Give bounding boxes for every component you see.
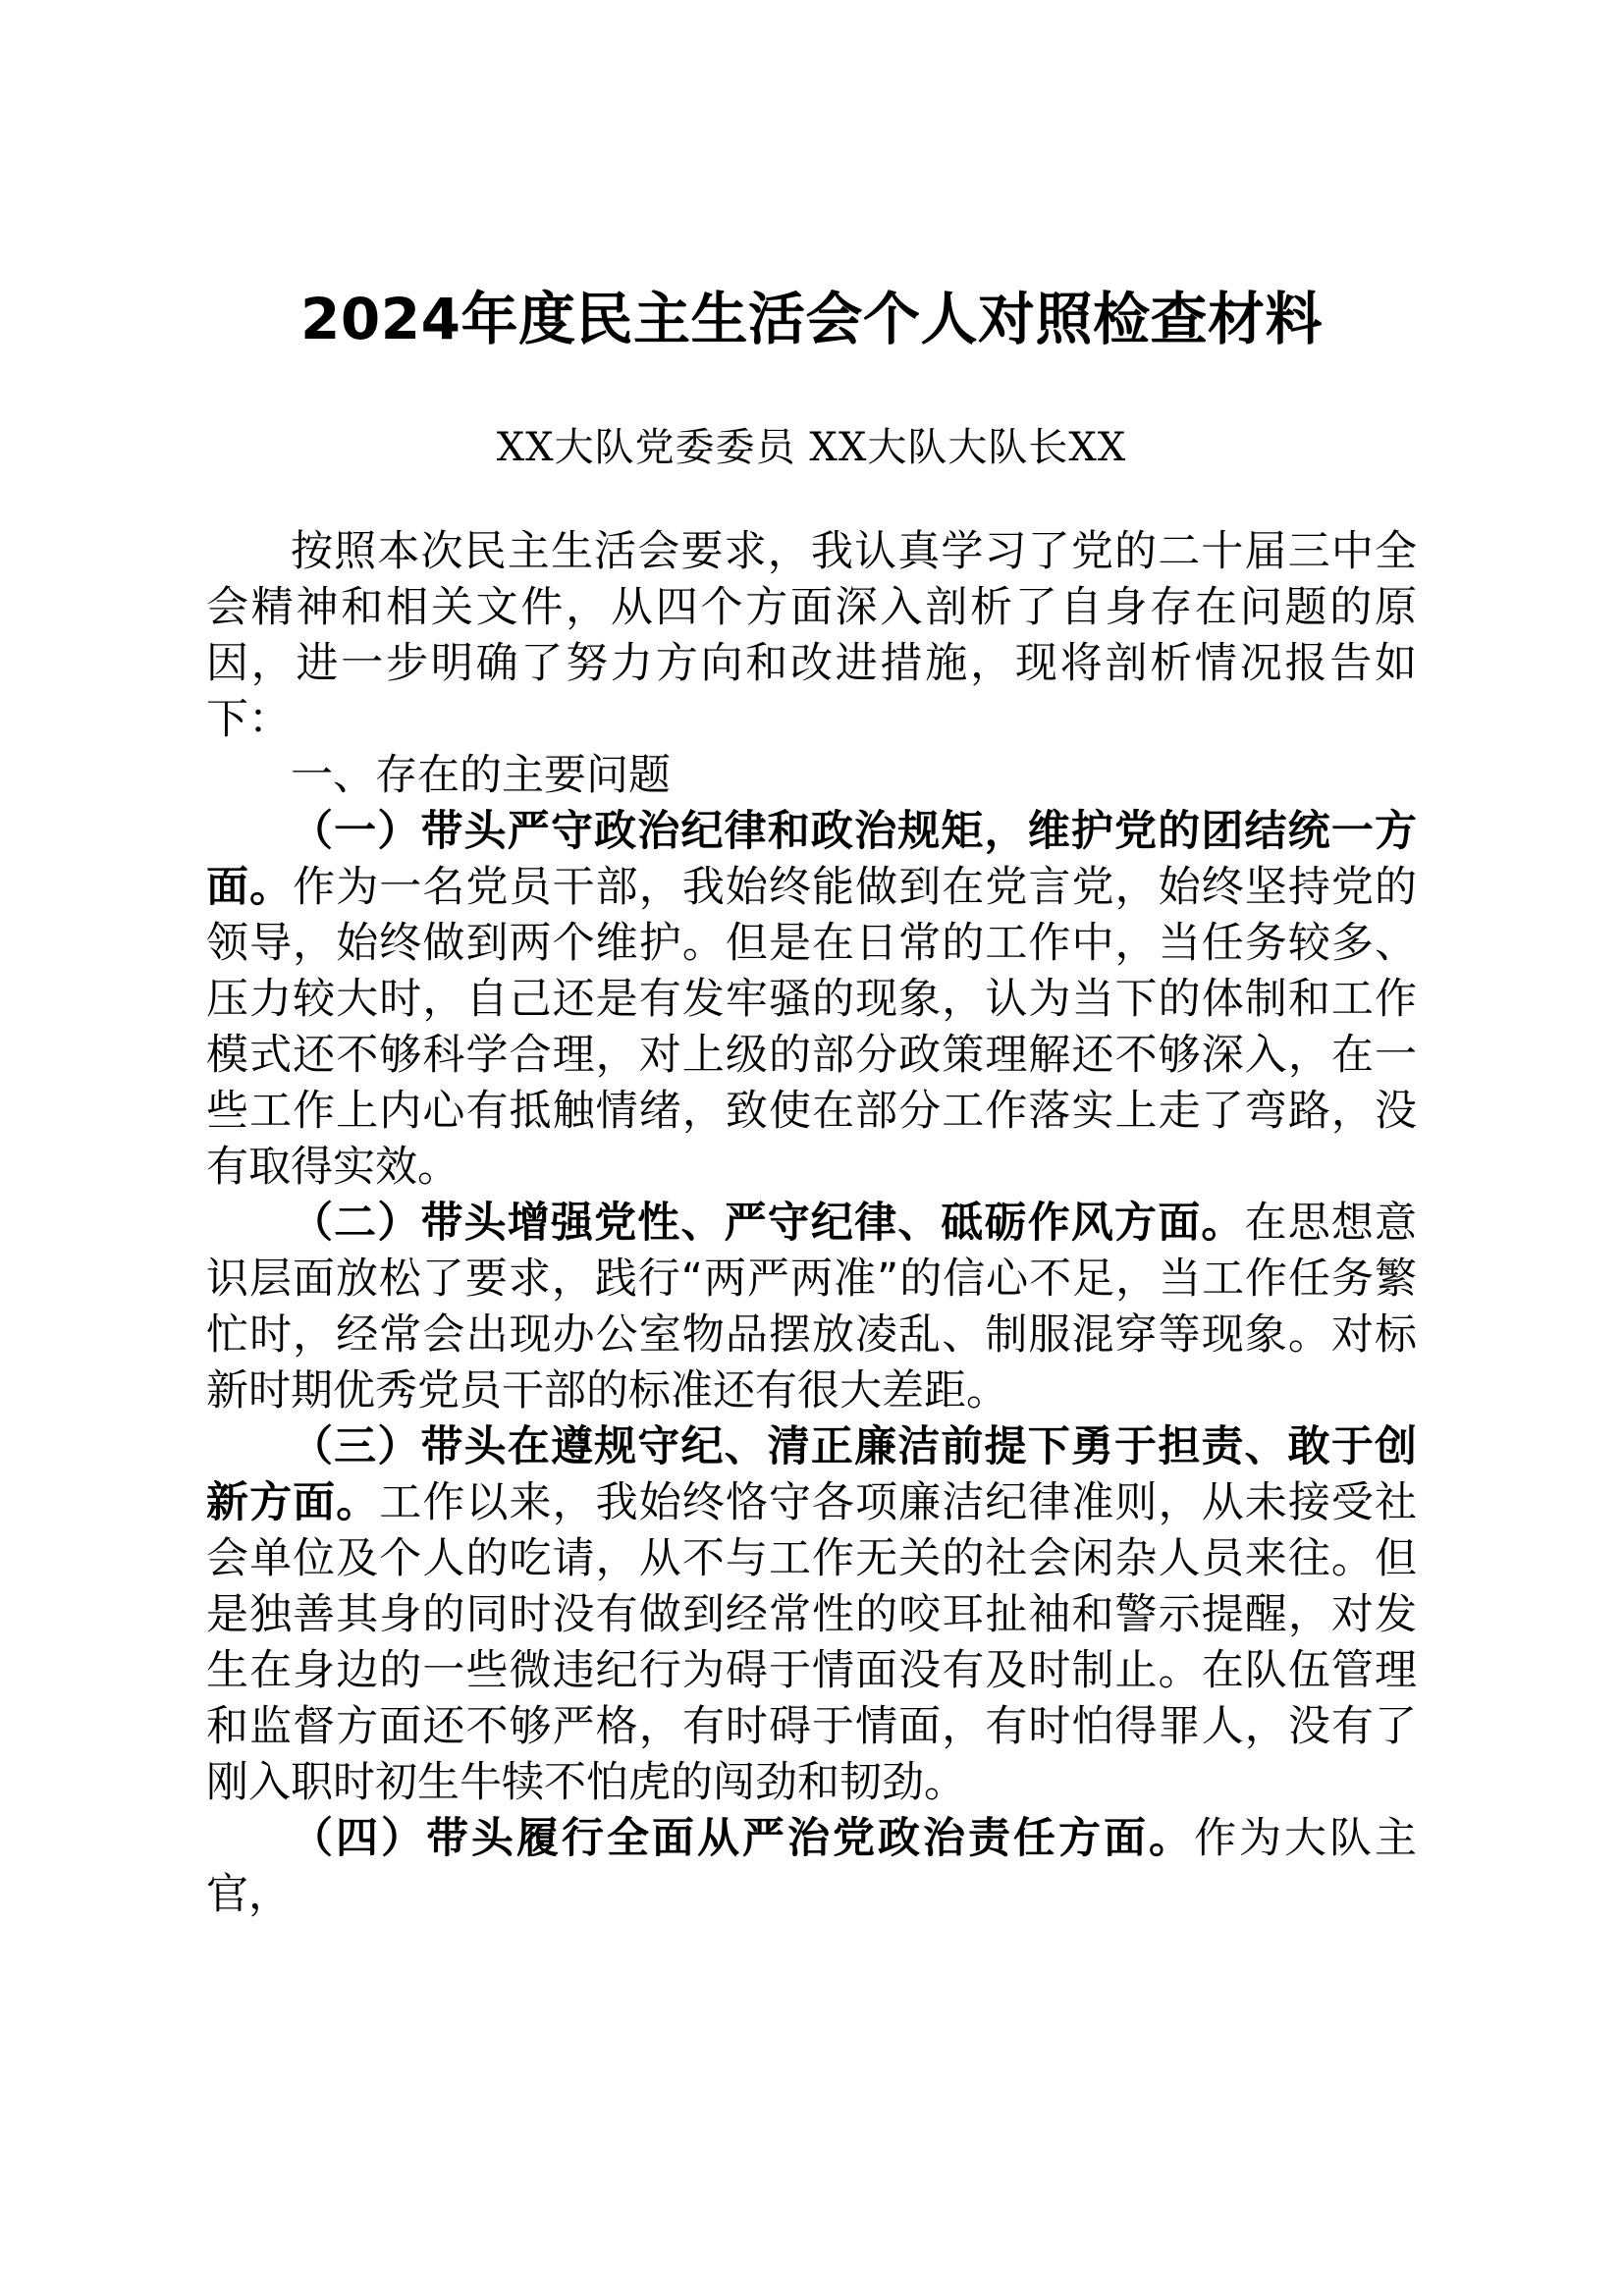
subsection-item-1 — [206, 804, 1417, 1196]
subsection-item-2-text: 在思想意识层面放松了要求，践行“两严两准”的信心不足，当工作任务繁忙时，经常会出现办公室物品摆放凌乱、制服混穿等现象。对标新时期优秀党员干部的标准还有很大差距。 — [206, 1199, 1418, 1415]
subsection-item-4-lead: （四）带头履行全面从严治党政治责任方面。 — [291, 1814, 1194, 1863]
section-heading-one — [206, 748, 1417, 804]
subsection-item-2-lead: （二）带头增强党性、严守纪律、砥砺作风方面。 — [291, 1199, 1245, 1248]
subsection-item-3-lead: （三）带头在遵规守纪、清正廉洁前提下勇于担责、敢于创新方面。 — [206, 1422, 1417, 1527]
subsection-item-4-text: 作为大队主官， — [206, 1814, 1417, 1919]
intro-paragraph-text: 按照本次民主生活会要求，我认真学习了党的二十届三中全会精神和相关文件，从四个方面深入剖析了自身存在问题的原因，进一步明确了努力方向和改进措施，现将剖析情况报告如下： — [206, 527, 1417, 744]
subsection-item-2 — [206, 1196, 1417, 1419]
subsection-item-3 — [206, 1419, 1417, 1811]
document-body — [206, 473, 1417, 1923]
document-subtitle: XX大队党委委员 XX大队大队长XX — [496, 425, 1127, 470]
subsection-item-1-lead: （一）带头严守政治纪律和政治规矩，维护党的团结统一方面。 — [206, 807, 1417, 912]
subsection-item-4 — [206, 1811, 1417, 1923]
subsection-item-3-text: 工作以来，我始终恪守各项廉洁纪律准则，从未接受社会单位及个人的吃请，从不与工作无关的社会闲杂人员来往。但是独善其身的同时没有做到经常性的咬耳扯袖和警示提醒，对发生在身边的一些微违纪行为碍于情面没有及时制止。在队伍管理和监督方面还不够严格，有时碍于情面，有时怕得罪人，没有了刚入职时初生牛犊不怕虎的闯劲和韧劲。 — [206, 1478, 1418, 1807]
intro-paragraph — [206, 524, 1417, 748]
page-title: 2024年度民主生活会个人对照检查材料 — [300, 286, 1323, 352]
subsection-item-1-text: 作为一名党员干部，我始终能做到在党言党，始终坚持党的领导，始终做到两个维护。但是在日常的工作中，当任务较多、压力较大时，自己还是有发牢骚的现象，认为当下的体制和工作模式还不够科学合理，对上级的部分政策理解还不够深入，在一些工作上内心有抵触情绪，致使在部分工作落实上走了弯路，没有取得实效。 — [206, 863, 1418, 1192]
section-heading-one-text: 一、存在的主要问题 — [291, 751, 671, 800]
